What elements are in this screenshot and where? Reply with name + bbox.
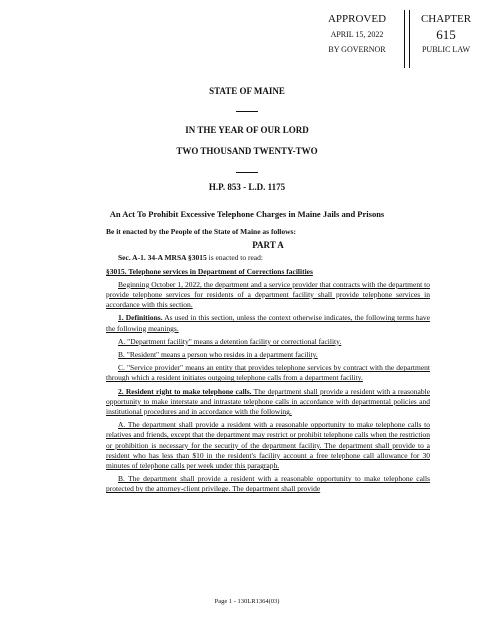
law-type: PUBLIC LAW — [421, 45, 471, 54]
year-line-1: IN THE YEAR OF OUR LORD — [185, 125, 309, 135]
divider-1 — [236, 111, 258, 112]
approval-block — [318, 12, 396, 57]
section-enactment — [106, 253, 430, 263]
page-footer: Page 1 - 130LR1364(03) — [214, 598, 280, 605]
approved-label: APPROVED — [327, 13, 387, 25]
section-label: Sec. A-1. 34-A MRSA §3015 — [118, 253, 207, 263]
part-heading: PART A — [252, 240, 284, 251]
subsection-2 — [106, 387, 430, 418]
paragraph-b: B. The department shall provide a resident with a reasonable opportunity to make telephone calls protected by the attorney-client privilege. The department shall provide — [106, 474, 430, 494]
section-enact-text: is enacted to read: — [206, 253, 263, 263]
divider-2 — [236, 172, 258, 173]
act-title: An Act To Prohibit Excessive Telephone Charges in Maine Jails and Prisons — [109, 209, 385, 219]
subsection-1 — [106, 313, 430, 333]
subsection-2-label: 2. Resident right to make telephone calls. — [118, 386, 252, 396]
year-line-2: TWO THOUSAND TWENTY-TWO — [176, 146, 318, 156]
intro-paragraph: Beginning October 1, 2022, the department and a service provider that contracts with the department to provide telephone services for residents of a department facility shall provide telephone services in accordance with this section. — [106, 279, 430, 310]
bill-number: H.P. 853 - L.D. 1175 — [208, 182, 286, 192]
chapter-label: CHAPTER — [420, 13, 472, 25]
enacting-clause: Be it enacted by the People of the State of Maine as follows: — [106, 227, 296, 236]
paragraph-a: A. The department shall provide a resident with a reasonable opportunity to make telephone calls to relatives and friends, except that the department may restrict or prohibit telephone calls when the restriction or prohibition is necessary for the security of the department facility. The department shall provide to a resident who has less than $10 in the resident's facility account a free telephone call allowance for 30 minutes of telephone calls per week under this paragraph. — [106, 420, 430, 471]
approved-by: BY GOVERNOR — [328, 45, 386, 54]
approval-date: APRIL 15, 2022 — [330, 30, 384, 39]
definition-c: C. "Service provider" means an entity that provides telephone services by contract with the department through which a resident initiates outgoing telephone calls from a department facility. — [106, 363, 430, 383]
subsection-1-text: As used in this section, unless the context otherwise indicates, the following terms have the following meanings. — [106, 313, 430, 333]
state-title: STATE OF MAINE — [209, 86, 285, 96]
bill-body — [106, 227, 430, 498]
chapter-block — [410, 12, 482, 57]
definition-a: A. "Department facility" means a detention facility or correctional facility. — [118, 336, 342, 346]
subsection-1-label: 1. Definitions. — [118, 313, 163, 323]
definition-b: B. "Resident" means a person who resides in a department facility. — [118, 350, 318, 360]
subsection-2-text: The department shall provide a resident with a reasonable opportunity to make interstate and intrastate telephone calls in accordance with departmental policies and institutional procedures and in accordance with the following. — [106, 386, 430, 417]
section-heading: §3015. Telephone services in Department of Corrections facilities — [106, 266, 313, 276]
chapter-number: 615 — [436, 27, 456, 42]
